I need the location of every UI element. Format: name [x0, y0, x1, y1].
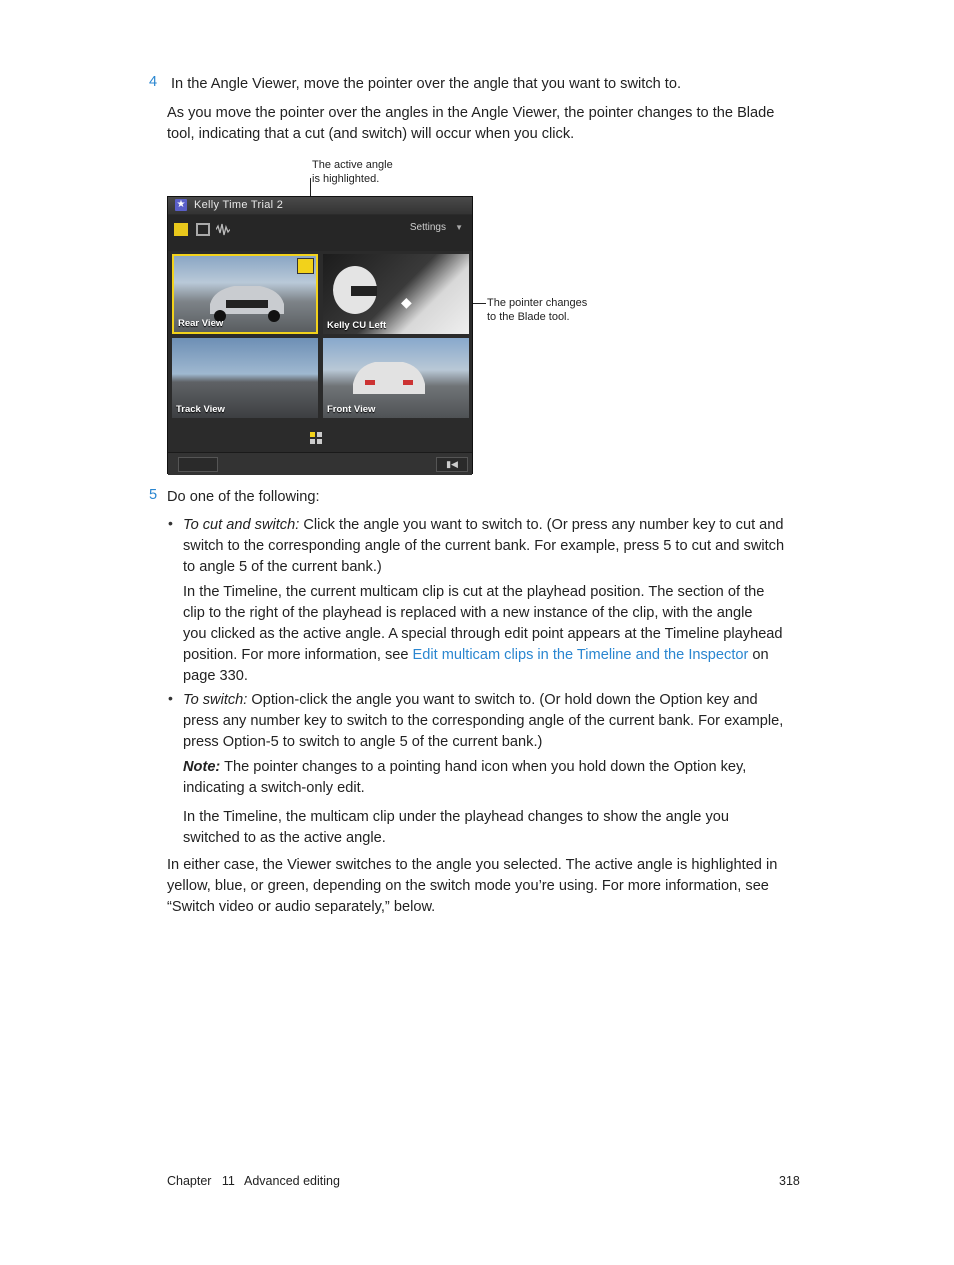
viewer-title-bar	[168, 197, 472, 214]
video-audio-icon	[297, 258, 314, 274]
transform-icon[interactable]	[178, 457, 218, 472]
bullet: •	[168, 515, 173, 531]
settings-menu[interactable]: Settings	[409, 222, 446, 233]
bullet-switch: To switch: Option-click the angle you want to switch to. (Or hold down the Option key and press any number key to switch to the corresponding angle of the current bank. For example, press Option-5 to switch to angle 5 of the current bank.)	[183, 692, 784, 750]
page-number: 318	[779, 1174, 800, 1188]
angle-label: Rear View	[178, 318, 224, 329]
bullet: •	[168, 690, 173, 706]
video-audio-icon[interactable]	[174, 223, 188, 236]
bullet-cut-paragraph: In the Timeline, the current multicam clip is cut at the playhead position. The section of the clip to the right of the playhead is replaced with a new instance of the clip, with the angle you clicked as the active angle. A special through edit point appears at the Timeline playhead position. For more information, see Edit multicam clips in the Timeline and the Inspector on page 330.	[183, 584, 783, 684]
angle-label: Track View	[176, 404, 225, 415]
bullet-cut-and-switch: To cut and switch: Click the angle you want to switch to. (Or press any number key to cut and switch to the corresponding angle of the current bank. For example, press 5 to cut and switch to angle 5 of the current bank.)	[183, 517, 785, 575]
footer-chapter-link[interactable]: Advanced editing	[244, 1174, 340, 1188]
step-number: 4	[149, 74, 158, 90]
step-text: In the Angle Viewer, move the pointer over the angle that you want to switch to.	[171, 76, 682, 92]
angle-viewer	[167, 196, 473, 474]
viewer-title: Kelly Time Trial 2	[194, 199, 284, 211]
waveform-icon[interactable]	[216, 223, 230, 236]
callout-blade-tool: The pointer changes to the Blade tool.	[487, 297, 588, 323]
footer-chapter: Chapter 11	[167, 1174, 235, 1188]
chevron-down-icon[interactable]: ▼	[455, 223, 463, 232]
angle-kelly-cu-left[interactable]	[323, 254, 469, 334]
car-image	[204, 278, 290, 322]
step-number: 5	[149, 487, 158, 503]
closing-paragraph: In either case, the Viewer switches to the angle you selected. The active angle is highlighted in yellow, blue, or green, depending on the switch mode you’re using. For more information, see “Switch video or audio separately,” below.	[167, 857, 778, 915]
step-text: Do one of the following:	[167, 489, 320, 505]
blade-icon: ◆	[401, 294, 412, 310]
link-edit-multicam[interactable]: Edit multicam clips in the Timeline and the Inspector	[412, 647, 749, 663]
note: Note: The pointer changes to a pointing hand icon when you hold down the Option key, indicating a switch-only edit.	[183, 759, 747, 796]
helmet-image	[327, 260, 387, 320]
angle-label: Kelly CU Left	[327, 320, 387, 331]
bank-grid-icon[interactable]	[310, 432, 322, 444]
skip-back-icon[interactable]: ▮◀	[436, 457, 468, 472]
step-paragraph: As you move the pointer over the angles in the Angle Viewer, the pointer changes to the Blade tool, indicating that a cut (and switch) will occur when you click.	[167, 105, 775, 142]
angle-track-view[interactable]	[172, 338, 318, 418]
angle-front-view[interactable]	[323, 338, 469, 418]
car-image	[349, 354, 429, 400]
angle-label: Front View	[327, 404, 376, 415]
viewer-toolbar	[168, 215, 472, 251]
bullet-switch-paragraph: In the Timeline, the multicam clip under the playhead changes to show the angle you switched to as the active angle.	[183, 809, 729, 846]
film-icon[interactable]	[196, 223, 210, 236]
angle-rear-view[interactable]	[172, 254, 318, 334]
star-icon: ★	[176, 199, 186, 210]
callout-active-angle: The active angle is highlighted.	[312, 159, 393, 185]
viewer-bottom-bar	[168, 452, 472, 475]
